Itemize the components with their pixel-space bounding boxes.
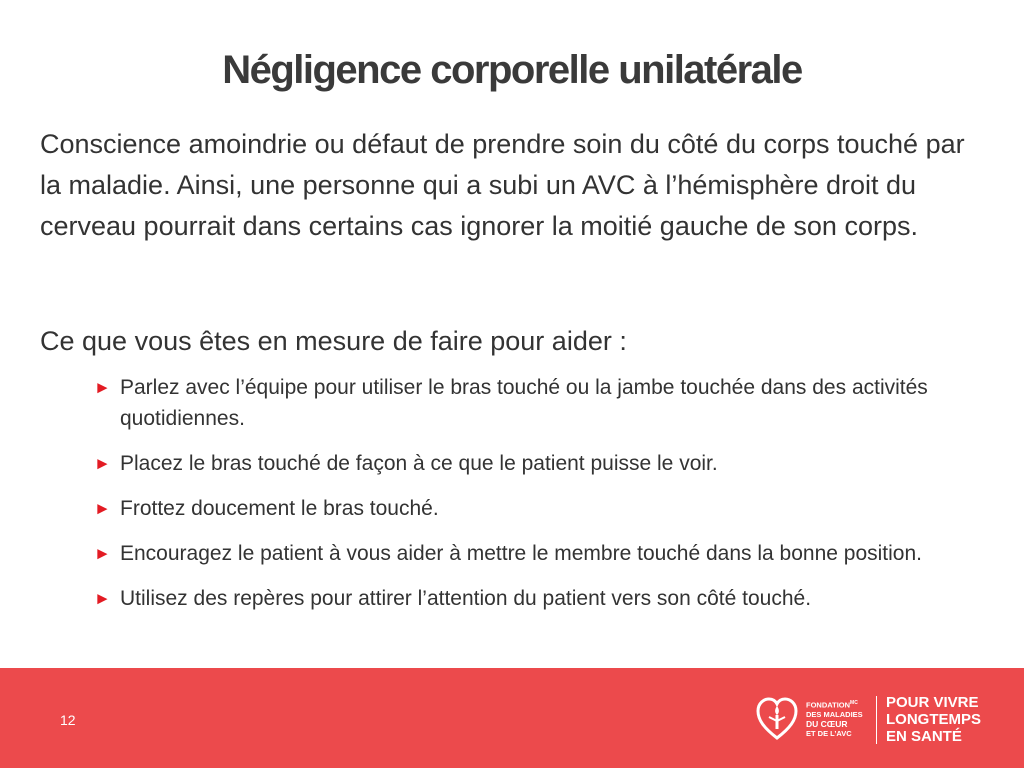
bullet-item (94, 583, 974, 614)
help-intro-paragraph: Ce que vous êtes en mesure de faire pour aider : (40, 326, 627, 356)
slide-title: Négligence corporelle unilatérale (222, 48, 802, 92)
bullet-item (94, 493, 974, 524)
bullet-arrow-icon: ► (94, 454, 111, 473)
bullet-item (94, 538, 974, 569)
bullet-text: Encouragez le patient à vous aider à mettre le membre touché dans la bonne position. (120, 542, 922, 565)
slogan-line: EN SANTÉ (886, 728, 962, 745)
bullet-text: Frottez doucement le bras touché. (120, 497, 439, 520)
heart-torch-icon (756, 696, 798, 742)
foundation-line: ET DE L’AVC (806, 729, 852, 738)
bullet-arrow-icon: ► (94, 378, 111, 397)
logo-slogan (886, 694, 981, 745)
bullet-item (94, 448, 974, 479)
bullet-item (94, 372, 974, 434)
bullet-arrow-icon: ► (94, 589, 111, 608)
bullet-text: Parlez avec l’équipe pour utiliser le bras touché ou la jambe touchée dans des activités quotidiennes. (120, 376, 928, 430)
page-number: 12 (60, 712, 76, 728)
bullet-arrow-icon: ► (94, 544, 111, 563)
bullet-arrow-icon: ► (94, 499, 111, 518)
logo-divider (876, 696, 877, 744)
foundation-line: DES MALADIES (806, 710, 863, 719)
foundation-line: $FONDATION^{MC}$ (806, 700, 858, 710)
definition-paragraph: Conscience amoindrie ou défaut de prendre soin du côté du corps touché par la maladie. Ainsi, une personne qui a subi un AVC à l’hémisphère droit du cerveau pourrait dans certains cas ignorer la moitié gauche de son corps. (40, 129, 965, 241)
foundation-line: DU CŒUR (806, 718, 848, 729)
foundation-logo (756, 690, 1006, 750)
help-bullet-list (94, 372, 974, 628)
slogan-line: POUR VIVRE (886, 694, 979, 711)
slogan-line: LONGTEMPS (886, 711, 982, 728)
footer-bar (0, 668, 1024, 768)
foundation-name (806, 699, 876, 739)
bullet-text: Placez le bras touché de façon à ce que le patient puisse le voir. (120, 452, 718, 475)
bullet-text: Utilisez des repères pour attirer l’attention du patient vers son côté touché. (120, 587, 812, 610)
